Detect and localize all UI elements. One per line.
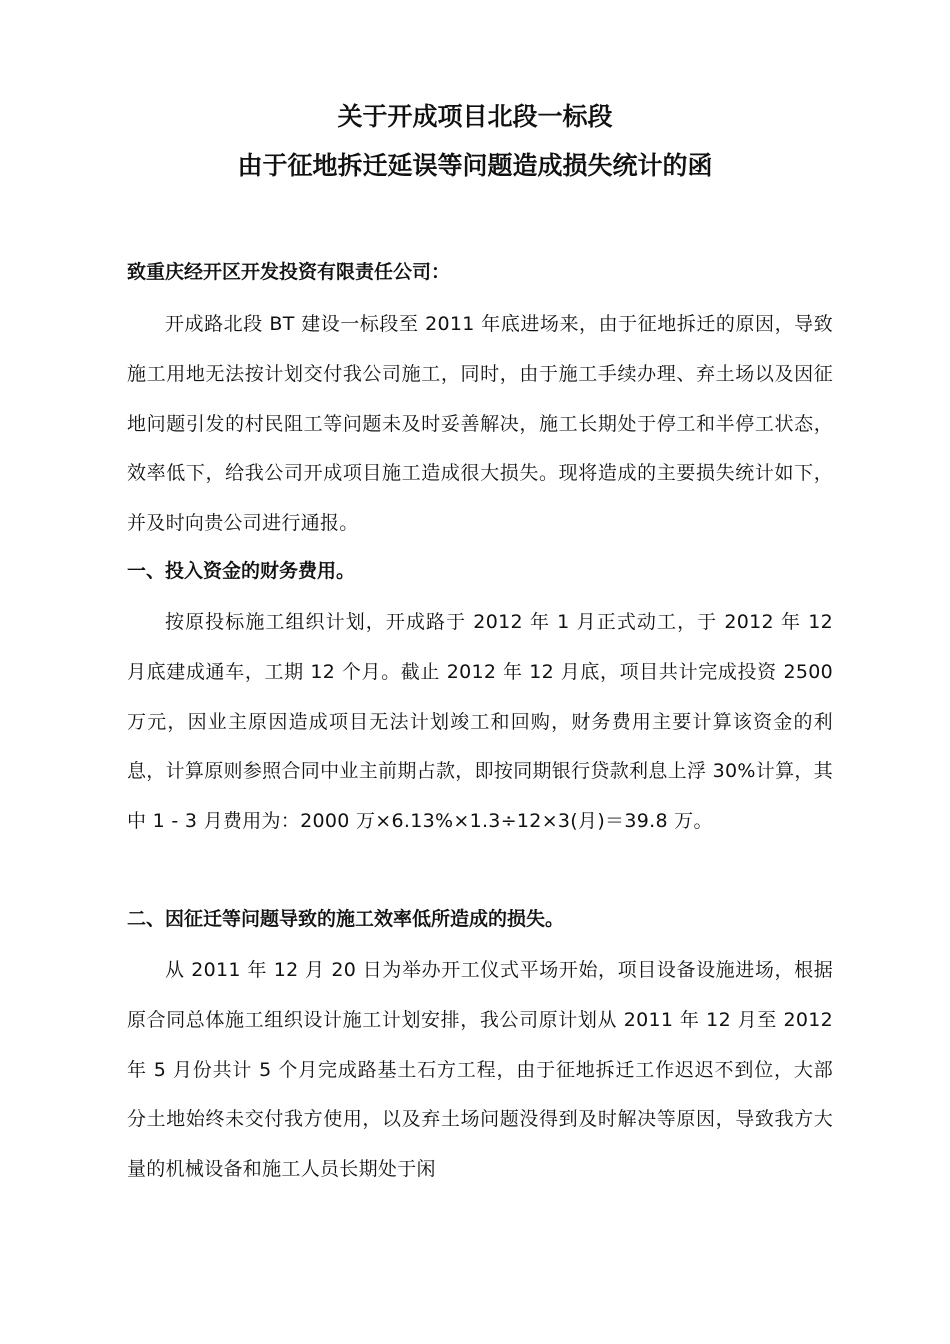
document-title-line-2: 由于征地拆迁延误等问题造成损失统计的函 [237,151,713,180]
section-1-heading: 一、投入资金的财务费用。 [127,560,356,582]
document-title-line-1: 关于开成项目北段一标段 [337,102,613,131]
intro-paragraph: 开成路北段 BT 建设一标段至 2011 年底进场来，由于征地拆迁的原因，导致施工用地无法按计划交付我公司施工，同时，由于施工手续办理、弃土场以及因征地问题引发的村民阻工等问题未及时妥善解决，施工长期处于停工和半停工状态，效率低下，给我公司开成项目施工造成很大损失。现将造成的主要损失统计如下，并及时向贵公司进行通报。 [127,313,833,535]
section-2-heading: 二、因征迁等问题导致的施工效率低所造成的损失。 [127,908,565,930]
salutation: 致重庆经开区开发投资有限责任公司： [127,261,451,283]
section-1-paragraph: 按原投标施工组织计划，开成路于 2012 年 1 月正式动工，于 2012 年 12 月底建成通车，工期 12 个月。截止 2012 年 12 月底，项目共计完成投资 2500 万元，因业主原因造成项目无法计划竣工和回购，财务费用主要计算该资金的利息，计算原则参照合同中业主前期占款，即按同期银行贷款利息上浮 30%计算，其中 1 - 3 月费用为：2000 万×6.13%×1.3÷12×3(月)＝39.8 万。 [127,611,833,833]
section-2-paragraph: 从 2011 年 12 月 20 日为举办开工仪式平场开始，项目设备设施进场，根据原合同总体施工组织设计施工计划安排，我公司原计划从 2011 年 12 月至 2012 年 5 月份共计 5 个月完成路基土石方工程，由于征地拆迁工作迟迟不到位，大部分土地始终未交付我方使用，以及弃土场问题没得到及时解决等原因，导致我方大量的机械设备和施工人员长期处于闲 [127,959,833,1181]
